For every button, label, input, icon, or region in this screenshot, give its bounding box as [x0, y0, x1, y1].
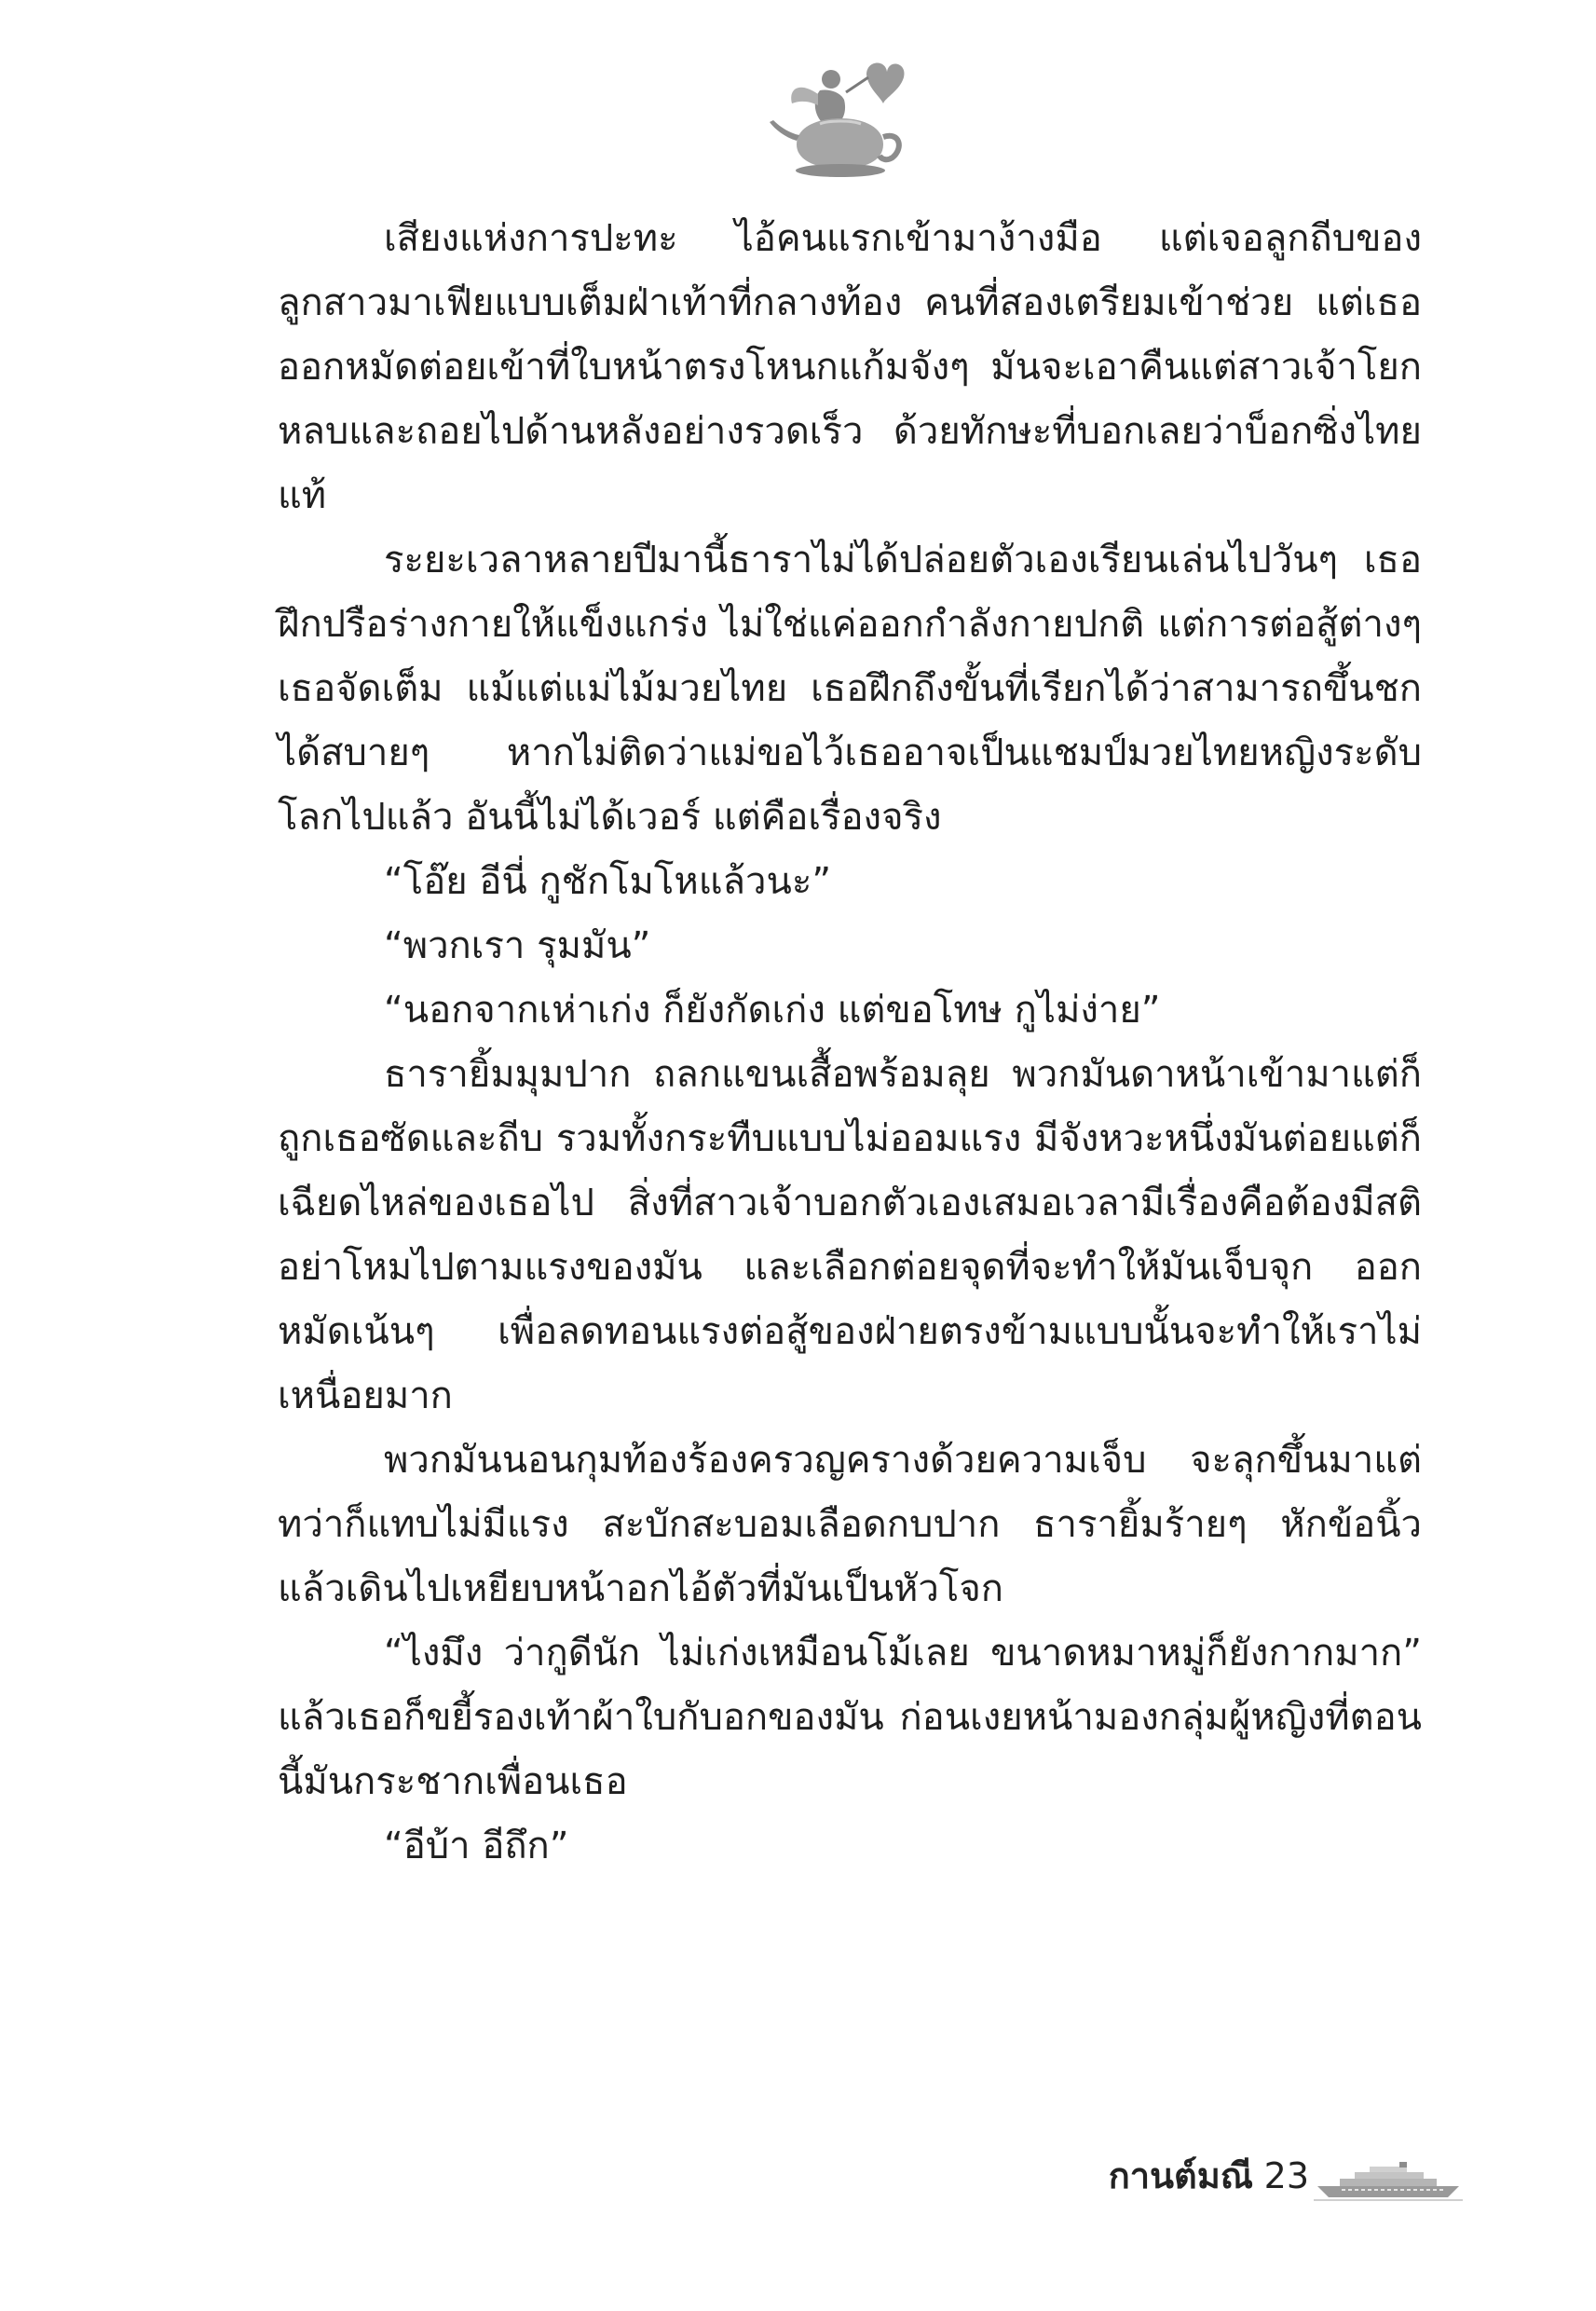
dialogue-line: “อีบ้า อีถึก” [384, 1825, 569, 1867]
page-footer [1016, 2153, 1463, 2208]
paragraph: เสียงแห่งการปะทะ ไอ้คนแรกเข้ามาง้างมือ แต่เจอลูกถีบของลูกสาวมาเฟียแบบเต็มฝ่าเท้าที่กลางท้อง คนที่สองเตรียมเข้าช่วย แต่เธอออกหมัดต่อยเข้าที่ใบหน้าตรงโหนกแก้มจังๆ มันจะเอาคืนแต่สาวเจ้าโยกหลบและถอยไปด้านหลังอย่างรวดเร็ว ด้วยทักษะที่บอกเลยว่าบ็อกซิ่งไทยแท้ [278, 217, 1422, 517]
paragraph: ธารายิ้มมุมปาก ถลกแขนเสื้อพร้อมลุย พวกมันดาหน้าเข้ามาแต่ก็ถูกเธอซัดและถีบ รวมทั้งกระทืบแบบไม่ออมแรง มีจังหวะหนึ่งมันต่อยแต่ก็เฉียดไหล่ของเธอไป สิ่งที่สาวเจ้าบอกตัวเองเสมอเวลามีเรื่องคือต้องมีสติ อย่าโหมไปตามแรงของมัน และเลือกต่อยจุดที่จะทำให้มันเจ็บจุก ออกหมัดเน้นๆ เพื่อลดทอนแรงต่อสู้ของฝ่ายตรงข้ามแบบนั้นจะทำให้เราไม่เหนื่อยมาก [278, 1053, 1422, 1417]
page-number: 23 [1263, 2155, 1309, 2196]
dialogue-line: “นอกจากเห่าเก่ง ก็ยังกัดเก่ง แต่ขอโทษ กูไม่ง่าย” [384, 989, 1161, 1032]
paragraph: พวกมันนอนกุมท้องร้องครวญครางด้วยความเจ็บ จะลุกขึ้นมาแต่ทว่าก็แทบไม่มีแรง สะบักสะบอมเลือดกบปาก ธารายิ้มร้ายๆ หักข้อนิ้วแล้วเดินไปเหยียบหน้าอกไอ้ตัวที่มันเป็นหัวโจก [278, 1439, 1422, 1610]
paragraph: “ไงมึง ว่ากูดีนัก ไม่เก่งเหมือนโม้เลย ขนาดหมาหมู่ก็ยังกากมาก” แล้วเธอก็ขยี้รองเท้าผ้าใบกับอกของมัน ก่อนเงยหน้ามองกลุ่มผู้หญิงที่ตอนนี้มันกระชากเพื่อนเธอ [278, 1632, 1422, 1803]
cruise-ship-icon [1314, 2160, 1463, 2202]
book-title: กานต์มณี [1108, 2155, 1253, 2196]
dialogue-line: “โอ๊ย อีนี่ กูชักโมโหแล้วนะ” [384, 860, 832, 903]
paragraph: ระยะเวลาหลายปีมานี้ธาราไม่ได้ปล่อยตัวเองเรียนเล่นไปวันๆ เธอฝึกปรือร่างกายให้แข็งแกร่ง ไม่ใช่แค่ออกกำลังกายปกติ แต่การต่อสู้ต่างๆ เธอจัดเต็ม แม้แต่แม่ไม้มวยไทย เธอฝึกถึงขั้นที่เรียกได้ว่าสามารถขึ้นชกได้สบายๆ หากไม่ติดว่าแม่ขอไว้เธออาจเป็นแชมป์มวยไทยหญิงระดับโลกไปแล้ว อันนี้ไม่ได้เวอร์ แต่คือเรื่องจริง [278, 539, 1422, 839]
chapter-body [278, 207, 1422, 1879]
dialogue-line: “พวกเรา รุมมัน” [384, 924, 651, 967]
cupid-teapot-icon [764, 51, 913, 191]
